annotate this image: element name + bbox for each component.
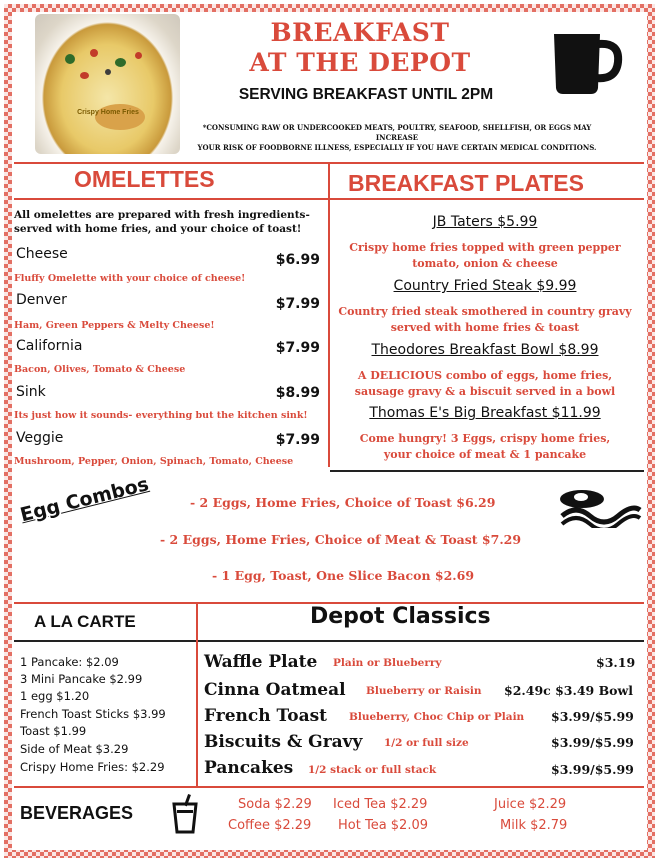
a-la-carte-item: French Toast Sticks $3.99 xyxy=(20,707,166,721)
plate-desc-line: sausage gravy & a biscuit served in a bowl xyxy=(354,385,616,398)
omelette-desc: Mushroom, Pepper, Onion, Spinach, Tomato, Cheese xyxy=(14,456,294,467)
classic-note: 1/2 stack or full stack xyxy=(308,764,437,776)
classics-heading-rule xyxy=(14,640,644,642)
omelette-name: Veggie xyxy=(16,430,64,446)
consumer-warning xyxy=(182,123,612,153)
beverage-item: Iced Tea $2.29 xyxy=(333,797,428,812)
omelette-name: Sink xyxy=(16,384,46,400)
omelette-desc: Bacon, Olives, Tomato & Cheese xyxy=(14,364,186,375)
omelette-name: California xyxy=(16,338,83,354)
a-la-carte-item: 1 Pancake: $2.09 xyxy=(20,655,119,669)
title-line-1: BREAKFAST xyxy=(270,18,450,47)
plate-desc-line: served with home fries & toast xyxy=(390,321,580,334)
drink-cup-icon xyxy=(172,794,198,834)
plate-desc-line: A DELICIOUS combo of eggs, home fries, xyxy=(357,369,613,382)
plate-desc-line: your choice of meat & 1 pancake xyxy=(383,448,587,461)
intro-line-1: All omelettes are prepared with fresh ingredients- xyxy=(14,209,310,221)
eggs-and-bacon-icon xyxy=(556,486,642,528)
classic-price: $3.99/$5.99 xyxy=(551,735,634,750)
combo-item: - 1 Egg, Toast, One Slice Bacon $2.69 xyxy=(212,568,475,583)
a-la-carte-item: Side of Meat $3.29 xyxy=(20,742,129,756)
omelettes-heading-rule xyxy=(14,198,328,200)
classic-price: $2.49c $3.49 Bowl xyxy=(504,683,634,698)
a-la-carte-item: Crispy Home Fries: $2.29 xyxy=(20,760,165,774)
plates-heading-rule xyxy=(330,198,644,200)
classic-price: $3.99/$5.99 xyxy=(551,762,634,777)
plate-desc xyxy=(335,368,635,400)
classic-price: $3.19 xyxy=(596,655,636,670)
warning-line-2: YOUR RISK OF FOODBORNE ILLNESS, ESPECIALLY IF YOU HAVE CERTAIN MEDICAL CONDITIONS. xyxy=(197,143,597,152)
a-la-carte-item: Toast $1.99 xyxy=(20,724,87,738)
photo-caption: Crispy Home Fries xyxy=(77,109,139,116)
a-la-carte-heading: A LA CARTE xyxy=(34,612,136,631)
plate-title: JB Taters $5.99 xyxy=(432,214,538,230)
a-la-carte-item: 1 egg $1.20 xyxy=(20,689,90,703)
warning-line-1: *CONSUMING RAW OR UNDERCOOKED MEATS, POULTRY, SEAFOOD, SHELLFISH, OR EGGS MAY INCREASE xyxy=(202,123,592,142)
classic-note: Blueberry or Raisin xyxy=(366,685,482,697)
omelette-price: $7.99 xyxy=(275,432,320,448)
combo-item: - 2 Eggs, Home Fries, Choice of Toast $6.29 xyxy=(190,495,496,510)
beverage-item: Milk $2.79 xyxy=(500,818,568,833)
plate-desc-line: Come hungry! 3 Eggs, crispy home fries, xyxy=(359,432,611,445)
plate-desc-line: Country fried steak smothered in country gravy xyxy=(338,305,632,318)
classic-note: Plain or Blueberry xyxy=(333,657,442,669)
title-line-2: AT THE DEPOT xyxy=(249,48,471,77)
omelette-name: Cheese xyxy=(16,246,68,262)
plate-desc xyxy=(335,240,635,272)
omelette-price: $7.99 xyxy=(275,296,320,312)
plate-title: Thomas E's Big Breakfast $11.99 xyxy=(369,405,601,421)
depot-classics-heading: Depot Classics xyxy=(310,604,491,629)
beverage-item: Hot Tea $2.09 xyxy=(338,818,429,833)
beverage-item: Coffee $2.29 xyxy=(228,818,312,833)
classic-price: $3.99/$5.99 xyxy=(551,709,634,724)
omelette-photo xyxy=(35,14,180,154)
classic-name: Waffle Plate xyxy=(204,652,318,672)
breakfast-plates-heading: BREAKFAST PLATES xyxy=(348,170,584,196)
classic-name: Pancakes xyxy=(204,758,294,778)
combo-item: - 2 Eggs, Home Fries, Choice of Meat & Toast $7.29 xyxy=(160,532,522,547)
classic-name: Cinna Oatmeal xyxy=(204,680,346,700)
omelette-price: $8.99 xyxy=(275,385,320,401)
classic-name: French Toast xyxy=(204,706,328,726)
omelette-name: Denver xyxy=(16,292,67,308)
plates-bottom-rule xyxy=(330,470,644,472)
coffee-mug-icon xyxy=(548,26,624,98)
omelette-price: $7.99 xyxy=(275,340,320,356)
serving-hours: SERVING BREAKFAST UNTIL 2PM xyxy=(238,86,494,103)
classic-note: 1/2 or full size xyxy=(384,737,469,749)
beverages-heading: BEVERAGES xyxy=(20,803,134,823)
egg-combos-heading: Egg Combos xyxy=(18,473,151,527)
column-divider xyxy=(328,164,330,467)
omelette-desc: Fluffy Omelette with your choice of cheese! xyxy=(14,273,246,284)
plate-title: Theodores Breakfast Bowl $8.99 xyxy=(371,342,599,358)
beverages-top-rule xyxy=(14,786,644,788)
plate-title: Country Fried Steak $9.99 xyxy=(393,278,577,294)
omelette-price: $6.99 xyxy=(275,252,320,268)
omelettes-intro xyxy=(14,208,314,236)
beverage-item: Juice $2.29 xyxy=(494,797,567,812)
omelettes-heading: OMELETTES xyxy=(74,166,215,192)
alacarte-divider xyxy=(196,604,198,786)
a-la-carte-item: 3 Mini Pancake $2.99 xyxy=(20,672,143,686)
omelette-desc: Its just how it sounds- everything but the kitchen sink! xyxy=(14,410,308,421)
plate-desc-line: tomato, onion & cheese xyxy=(412,257,558,270)
classic-name: Biscuits & Gravy xyxy=(204,732,363,752)
classic-note: Blueberry, Choc Chip or Plain xyxy=(349,711,525,723)
intro-line-2: served with home fries, and your choice of toast! xyxy=(14,223,302,235)
omelette-desc: Ham, Green Peppers & Melty Cheese! xyxy=(14,320,215,331)
plate-desc xyxy=(335,304,635,336)
beverage-item: Soda $2.29 xyxy=(238,797,312,812)
menu-title xyxy=(240,18,480,78)
plate-desc xyxy=(335,431,635,463)
plate-desc-line: Crispy home fries topped with green pepper xyxy=(349,241,621,254)
